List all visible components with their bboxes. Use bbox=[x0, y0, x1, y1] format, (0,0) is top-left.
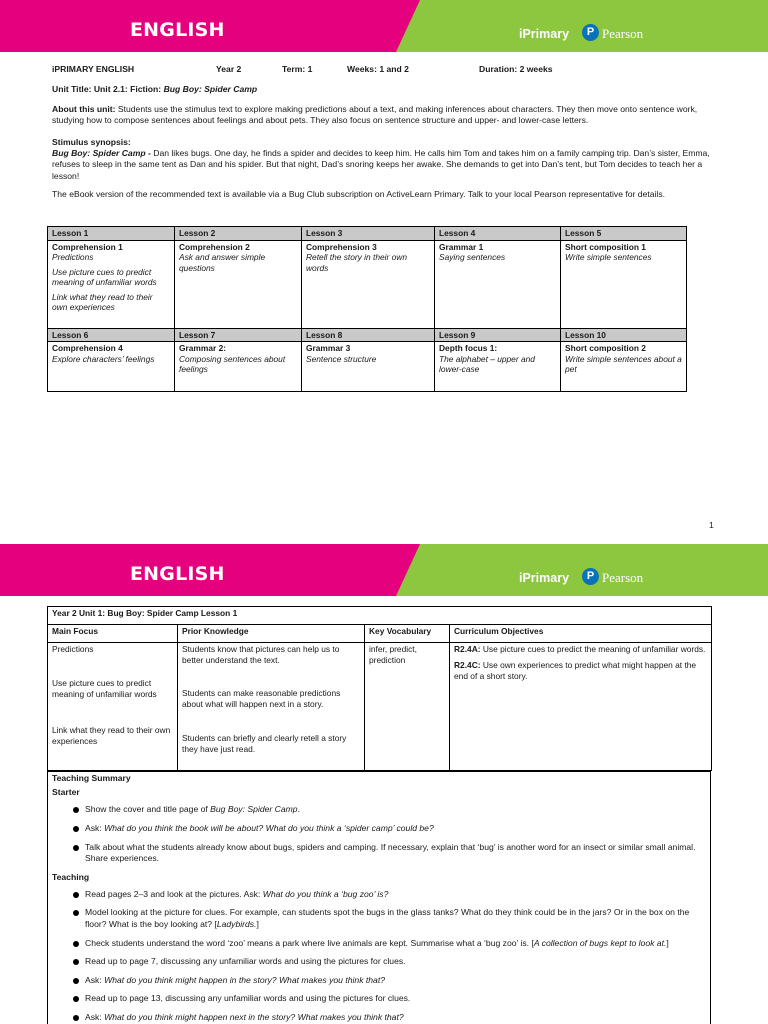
list-item: Show the cover and title page of Bug Boy: Spider Camp. bbox=[52, 804, 706, 816]
about-label: About this unit: bbox=[52, 104, 116, 114]
lesson-cell bbox=[175, 342, 302, 392]
objective-code: R2.4A: bbox=[454, 644, 481, 654]
lesson-plan-header-row bbox=[48, 625, 712, 643]
synopsis-label: Stimulus synopsis: bbox=[52, 137, 131, 147]
subject-title: ENGLISH bbox=[130, 19, 225, 41]
teaching-heading: Teaching bbox=[52, 871, 90, 882]
lesson-label: Lesson 1 bbox=[48, 227, 175, 241]
lesson-desc: Write simple sentences about a pet bbox=[565, 353, 682, 374]
lesson-desc: The alphabet – upper and lower-case bbox=[439, 353, 535, 374]
lesson-content-row-1 bbox=[48, 240, 687, 328]
lesson-objective: Link what they read to their own experiences bbox=[52, 291, 153, 312]
main-focus-item: Link what they read to their own experiences bbox=[52, 725, 171, 746]
main-focus-cell bbox=[48, 643, 178, 771]
objective-text: Use picture cues to predict the meaning of unfamiliar words. bbox=[480, 644, 706, 654]
lesson-cell bbox=[435, 240, 561, 328]
lesson-plan-title-row bbox=[48, 607, 712, 625]
lesson-label: Lesson 9 bbox=[435, 328, 561, 342]
lesson-cell bbox=[48, 240, 175, 328]
bullet-icon bbox=[73, 959, 79, 965]
unit-meta-row bbox=[52, 64, 716, 76]
weeks-label: Weeks: 1 and 2 bbox=[347, 64, 409, 74]
unit-book-title: Bug Boy: Spider Camp bbox=[163, 84, 258, 94]
lesson-label: Lesson 2 bbox=[175, 227, 302, 241]
teaching-summary-heading: Teaching Summary bbox=[52, 773, 131, 783]
lesson-label: Lesson 7 bbox=[175, 328, 302, 342]
page-header-banner bbox=[0, 544, 768, 596]
lesson-cell bbox=[175, 240, 302, 328]
starter-heading: Starter bbox=[52, 787, 80, 798]
main-focus-item: Predictions bbox=[52, 644, 94, 654]
lesson-title: Depth focus 1: bbox=[439, 343, 498, 353]
pearson-logo-icon: P bbox=[582, 568, 599, 585]
bullet-icon bbox=[73, 941, 79, 947]
lesson-title: Short composition 2 bbox=[565, 343, 646, 353]
lesson-title: Comprehension 3 bbox=[306, 241, 377, 252]
lesson-cell bbox=[561, 342, 687, 392]
bullet-icon bbox=[73, 1015, 79, 1021]
lesson-desc: Predictions bbox=[52, 252, 94, 262]
list-item: Ask: What do you think might happen next in the story? What makes you think that? bbox=[52, 1012, 706, 1024]
list-item: Ask: What do you think the book will be about? What do you think a ‘spider camp’ could be? bbox=[52, 823, 706, 835]
key-vocabulary-cell: infer, predict, prediction bbox=[365, 643, 450, 771]
iprimary-brand: iPrimary bbox=[519, 571, 570, 585]
column-header: Key Vocabulary bbox=[365, 625, 450, 643]
objective-code: R2.4C: bbox=[454, 659, 481, 670]
course-name: iPRIMARY ENGLISH bbox=[52, 64, 135, 74]
pearson-logo-icon: P bbox=[582, 24, 599, 41]
main-focus-item: Use picture cues to predict meaning of unfamiliar words bbox=[52, 678, 157, 699]
starter-list bbox=[52, 804, 706, 864]
lesson-objective: Use picture cues to predict meaning of unfamiliar words bbox=[52, 266, 157, 287]
bullet-icon bbox=[73, 892, 79, 898]
column-header: Curriculum Objectives bbox=[450, 625, 712, 643]
page-header-banner bbox=[0, 0, 768, 52]
lesson-label: Lesson 5 bbox=[561, 227, 687, 241]
subject-title: ENGLISH bbox=[130, 563, 225, 585]
lesson-label: Lesson 3 bbox=[302, 227, 435, 241]
lesson-title: Short composition 1 bbox=[565, 241, 646, 252]
about-unit-paragraph bbox=[52, 104, 716, 126]
lesson-content-row-2 bbox=[48, 342, 687, 392]
lesson-title: Grammar 3 bbox=[306, 343, 351, 353]
lesson-desc: Write simple sentences bbox=[565, 252, 652, 262]
column-header: Prior Knowledge bbox=[178, 625, 365, 643]
teaching-list bbox=[52, 889, 706, 1024]
list-item: Read up to page 13, discussing any unfamiliar words and using the pictures for clues. bbox=[52, 993, 706, 1005]
bullet-icon bbox=[73, 826, 79, 832]
lesson-plan-content-row bbox=[48, 643, 712, 771]
objective-item bbox=[454, 644, 707, 655]
lesson-label: Lesson 10 bbox=[561, 328, 687, 342]
ebook-note: The eBook version of the recommended text is available via a Bug Club subscription on ActiveLearn Primary. Talk to your local Pearson representative for details. bbox=[52, 189, 666, 199]
lesson-plan-table bbox=[47, 606, 712, 771]
about-text: Students use the stimulus text to explore making predictions about a text, and making inferences about characters. They then move onto sentence work, studying how to compose sentences about feelings and about pets. They also focus on sentence structure and upper- and lower-case letters. bbox=[52, 104, 698, 126]
bullet-icon bbox=[73, 978, 79, 984]
term-label: Term: 1 bbox=[282, 64, 313, 74]
lesson-desc: Sentence structure bbox=[306, 353, 377, 364]
lesson-label: Lesson 4 bbox=[435, 227, 561, 241]
duration-label: Duration: 2 weeks bbox=[479, 64, 553, 74]
list-item: Read pages 2–3 and look at the pictures. Ask: What do you think a ‘bug zoo’ is? bbox=[52, 889, 706, 901]
list-item: Model looking at the picture for clues. For example, can students spot the bugs in the glass tanks? What do they think could be in the jars? Or in the box on the floor? What is the boy looking at? [Ladybirds.] bbox=[52, 907, 706, 930]
unit-title: Unit Title: Unit 2.1: Fiction: Bug Boy: Spider Camp bbox=[52, 84, 258, 94]
teaching-summary-section bbox=[47, 771, 711, 1024]
lesson-label: Lesson 6 bbox=[48, 328, 175, 342]
iprimary-brand: iPrimary bbox=[519, 27, 570, 41]
lesson-cell bbox=[561, 240, 687, 328]
list-item: Check students understand the word ‘zoo’ means a park where live animals are kept. Summarise what a ‘bug zoo’ is. [A collection of bugs kept to look at.] bbox=[52, 938, 706, 950]
lesson-header-row-1 bbox=[48, 227, 687, 241]
lesson-desc: Explore characters’ feelings bbox=[52, 353, 155, 364]
curriculum-objectives-cell bbox=[450, 643, 712, 771]
objective-text: Use own experiences to predict what might happen at the end of a short story. bbox=[454, 659, 697, 681]
prior-knowledge-item: Students know that pictures can help us to better understand the text. bbox=[182, 644, 340, 665]
publisher-name: Pearson bbox=[602, 26, 644, 41]
prior-knowledge-item: Students can briefly and clearly retell a story they have just read. bbox=[182, 733, 347, 754]
lesson-cell bbox=[435, 342, 561, 392]
lesson-overview-table bbox=[47, 226, 687, 392]
lesson-label: Lesson 8 bbox=[302, 328, 435, 342]
list-item: Read up to page 7, discussing any unfamiliar words and using the pictures for clues. bbox=[52, 956, 706, 968]
lesson-title: Comprehension 2 bbox=[179, 241, 250, 252]
year-label: Year 2 bbox=[216, 64, 242, 74]
list-item: Talk about what the students already know about bugs, spiders and camping. If necessary, explain that ‘bug’ is another word for an insect or similar small animal. Share experiences. bbox=[52, 842, 706, 865]
bullet-icon bbox=[73, 996, 79, 1002]
lesson-desc: Retell the story in their own words bbox=[306, 252, 408, 273]
lesson-title: Grammar 2: bbox=[179, 343, 227, 353]
synopsis-book-title: Bug Boy: Spider Camp - bbox=[52, 148, 151, 159]
bullet-icon bbox=[73, 910, 79, 916]
page-number: 1 bbox=[709, 520, 714, 530]
lesson-desc: Composing sentences about feelings bbox=[179, 353, 286, 374]
prior-knowledge-item: Students can make reasonable predictions about what will happen next in a story. bbox=[182, 688, 341, 709]
lesson-title: Grammar 1 bbox=[439, 241, 484, 252]
bullet-icon bbox=[73, 845, 79, 851]
lesson-cell bbox=[302, 240, 435, 328]
lesson-title: Comprehension 1 bbox=[52, 241, 123, 252]
lesson-cell bbox=[302, 342, 435, 392]
prior-knowledge-cell bbox=[178, 643, 365, 771]
objective-item bbox=[454, 660, 707, 682]
lesson-cell bbox=[48, 342, 175, 392]
lesson-desc: Ask and answer simple questions bbox=[179, 252, 266, 273]
lesson-title: Comprehension 4 bbox=[52, 343, 123, 353]
lesson-desc: Saying sentences bbox=[439, 252, 506, 262]
bullet-icon bbox=[73, 807, 79, 813]
list-item: Ask: What do you think might happen in the story? What makes you think that? bbox=[52, 975, 706, 987]
synopsis-text: Dan likes bugs. One day, he finds a spider and decides to keep him. He calls him Tom and takes him on a family camping trip. Dan’s sister, Emma, refuses to sleep in the same tent as Dan and his spider. But that night, Dad’s snoring keeps her awake. She demands to get into Dan’s tent, but Tom decides to teach her a lesson! bbox=[52, 148, 710, 181]
lesson-header-row-2 bbox=[48, 328, 687, 342]
column-header: Main Focus bbox=[48, 625, 178, 643]
synopsis-section bbox=[52, 137, 716, 182]
synopsis-paragraph bbox=[52, 148, 716, 182]
publisher-name: Pearson bbox=[602, 570, 644, 585]
lesson-plan-title: Year 2 Unit 1: Bug Boy: Spider Camp Lesson 1 bbox=[48, 607, 712, 625]
